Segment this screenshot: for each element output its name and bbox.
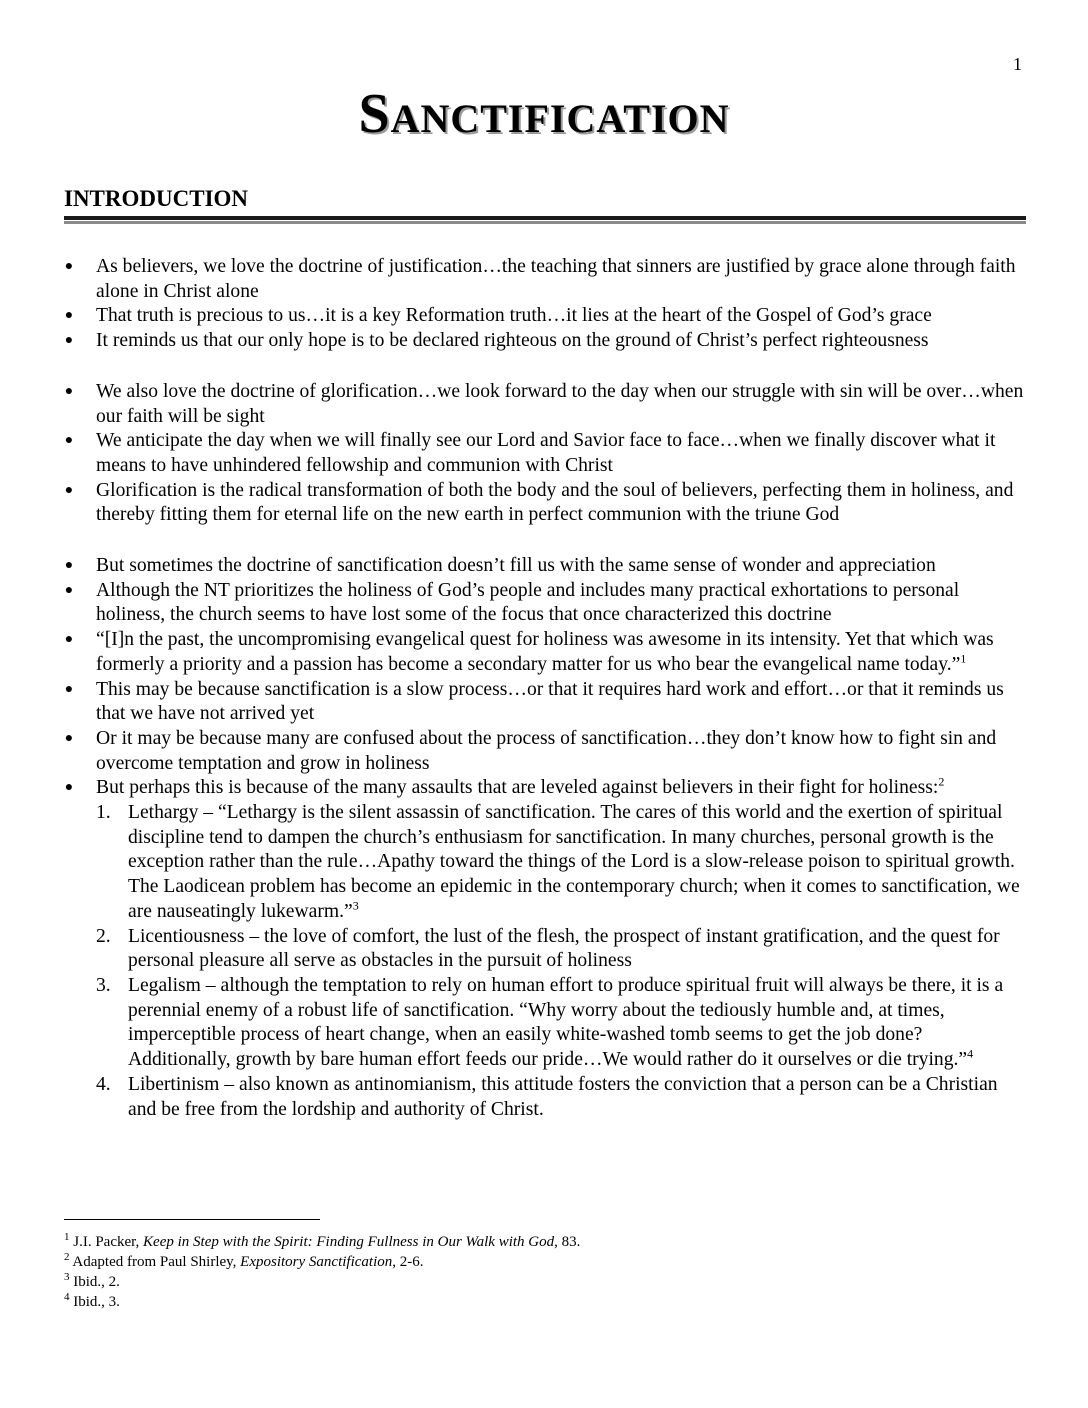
bullet-icon: ● — [64, 383, 74, 399]
footnote-mark: 4 — [64, 1291, 70, 1303]
numbered-assaults-list — [64, 801, 1028, 1122]
bullet-icon: ● — [64, 582, 74, 598]
item-number: 4. — [96, 1073, 111, 1095]
list-item — [64, 727, 1028, 776]
footnote — [64, 1232, 580, 1252]
footnote-mark: 3 — [64, 1271, 70, 1283]
numbered-item — [64, 974, 1028, 1073]
list-item — [64, 479, 1028, 528]
title-rest: ANCTIFICATION — [390, 96, 730, 141]
numbered-item — [64, 925, 1028, 974]
footnote-separator — [64, 1219, 320, 1220]
body-content — [64, 255, 1028, 1122]
bullet-icon: ● — [64, 433, 74, 449]
spacer — [64, 354, 1028, 380]
bullet-group-justification — [64, 255, 1028, 354]
list-item — [64, 628, 1028, 677]
footnote-text-end: , 2-6. — [392, 1254, 424, 1270]
footnote-title: Keep in Step with the Spirit: Finding Fullness in Our Walk with God — [143, 1234, 555, 1250]
footnote-ref: 2 — [938, 774, 945, 789]
numbered-item-text: Lethargy – “Lethargy is the silent assassin of sanctification. The cares of this world and the exertion of spiritual discipline tend to dampen the church’s enthusiasm for sanctification. In many churches, personal growth is the exception rather than the rule…Apathy toward the things of the Lord is a slow-release poison to spiritual growth. The Laodicean problem has become an epidemic in the contemporary church; when it comes to sanctification, we are nauseatingly lukewarm.” — [128, 802, 1020, 922]
bullet-icon: ● — [64, 730, 74, 746]
list-item-text: But sometimes the doctrine of sanctification doesn’t fill us with the same sense of wonder and appreciation — [96, 555, 936, 577]
list-item-text: It reminds us that our only hope is to be declared righteous on the ground of Christ’s perfect righteousness — [96, 330, 929, 352]
footnote-title: Expository Sanctification — [240, 1254, 393, 1270]
list-item-text: Glorification is the radical transformation of both the body and the soul of believers, perfecting them in holiness, and thereby fitting them for eternal life on the new earth in perfect communion with the triune God — [96, 479, 1014, 526]
list-item — [64, 554, 1028, 579]
list-item-text: We also love the doctrine of glorification…we look forward to the day when our struggle with sin will be over…when our faith will be sight — [96, 380, 1024, 427]
footnote-ref: 1 — [960, 651, 967, 666]
list-item-text: Or it may be because many are confused about the process of sanctification…they don’t know how to fight sin and overcome temptation and grow in holiness — [96, 727, 997, 774]
footnote-text-end: , 83. — [554, 1234, 581, 1250]
list-item-text: “[I]n the past, the uncompromising evangelical quest for holiness was awesome in its intensity. Yet that which was formerly a priority and a passion has become a secondary matter for us who bear the evangelical name today.” — [96, 629, 994, 675]
numbered-item — [64, 801, 1028, 925]
footnotes — [64, 1232, 580, 1312]
bullet-icon: ● — [64, 308, 74, 324]
footnote-text: Ibid., 2. — [69, 1274, 120, 1290]
item-number: 3. — [96, 974, 111, 996]
bullet-group-sanctification — [64, 554, 1028, 801]
bullet-icon: ● — [64, 259, 74, 274]
list-item-text: This may be because sanctification is a slow process…or that it requires hard work and effort…or that it reminds us that we have not arrived yet — [96, 678, 1004, 725]
heading-rule-shadow — [64, 221, 1026, 224]
list-item — [64, 329, 1028, 354]
numbered-item-text: Legalism – although the temptation to rely on human effort to produce spiritual fruit will always be there, it is a perennial enemy of a robust life of sanctification. “Why worry about the tediously humble and, at times, imperceptible process of heart change, when an easily white-washed tomb seems to get the job done? Additionally, growth by bare human effort feeds our pride…We would rather do it ourselves or die trying.” — [128, 974, 1004, 1071]
footnote-ref: 4 — [967, 1046, 974, 1061]
footnote-text: Ibid., 3. — [69, 1294, 120, 1310]
footnote-ref: 3 — [352, 898, 359, 913]
footnote-mark: 2 — [64, 1251, 70, 1263]
list-item — [64, 255, 1028, 304]
item-number: 2. — [96, 925, 111, 947]
footnote-text: Adapted from Paul Shirley, — [69, 1254, 241, 1270]
page-title — [0, 82, 1088, 146]
list-item — [64, 380, 1028, 429]
list-item-text: As believers, we love the doctrine of justification…the teaching that sinners are justified by grace alone through faith alone in Christ alone — [96, 256, 1016, 302]
bullet-icon: ● — [64, 558, 74, 574]
footnote-mark: 1 — [64, 1231, 70, 1243]
numbered-item — [64, 1073, 1028, 1122]
footnote — [64, 1292, 580, 1312]
bullet-icon: ● — [64, 482, 74, 498]
footnote-text: J.I. Packer, — [69, 1234, 144, 1250]
list-item-text: But perhaps this is because of the many assaults that are leveled against believers in their fight for holiness: — [96, 777, 939, 799]
bullet-icon: ● — [64, 333, 74, 349]
footnote — [64, 1252, 580, 1272]
heading-rule — [64, 216, 1026, 220]
bullet-icon: ● — [64, 681, 74, 697]
footnote — [64, 1272, 580, 1292]
numbered-item-text: Libertinism – also known as antinomianism, this attitude fosters the conviction that a person can be a Christian and be free from the lordship and authority of Christ. — [128, 1073, 998, 1120]
spacer — [64, 528, 1028, 554]
list-item-text: That truth is precious to us…it is a key Reformation truth…it lies at the heart of the Gospel of God’s grace — [96, 305, 932, 327]
list-item-text: We anticipate the day when we will finally see our Lord and Savior face to face…when we finally discover what it means to have unhindered fellowship and communion with Christ — [96, 430, 996, 476]
bullet-icon: ● — [64, 632, 74, 648]
list-item — [64, 429, 1028, 478]
list-item-text: Although the NT prioritizes the holiness of God’s people and includes many practical exhortations to personal holiness, the church seems to have lost some of the focus that once characterized this doctrine — [96, 579, 960, 626]
list-item — [64, 579, 1028, 628]
bullet-icon: ● — [64, 780, 74, 796]
numbered-item-text: Licentiousness – the love of comfort, the lust of the flesh, the prospect of instant gratification, and the quest for personal pleasure all serve as obstacles in the pursuit of holiness — [128, 925, 1000, 972]
page-number: 1 — [1013, 54, 1022, 74]
list-item — [64, 678, 1028, 727]
title-initial: S — [358, 83, 391, 145]
list-item — [64, 776, 1028, 801]
list-item — [64, 304, 1028, 329]
item-number: 1. — [96, 802, 111, 824]
section-heading: INTRODUCTION — [64, 186, 249, 211]
bullet-group-glorification — [64, 380, 1028, 528]
